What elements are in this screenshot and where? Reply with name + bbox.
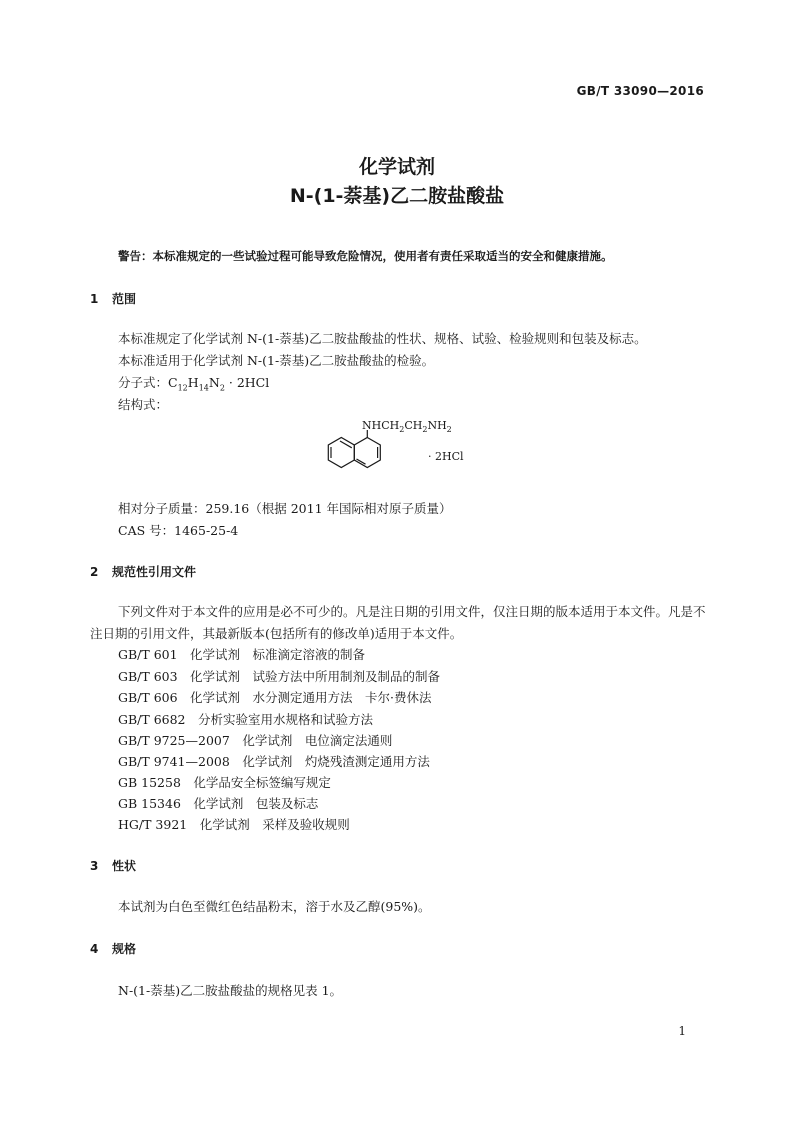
page-number: 1 (678, 1024, 686, 1038)
formula-c-count: 12 (177, 383, 188, 393)
sub-part-1: NHCH (362, 419, 400, 432)
sub-part-1-count: 2 (399, 425, 405, 435)
reference-item: GB/T 606 化学试剂 水分测定通用方法 卡尔·费休法 (118, 690, 432, 705)
section-title: 范围 (112, 292, 137, 306)
formula-c: C (168, 375, 178, 390)
section-4-heading (90, 940, 136, 957)
reference-item: GB/T 9725—2007 化学试剂 电位滴定法通则 (118, 733, 393, 748)
sub-part-2-count: 2 (422, 425, 428, 435)
section-number: 3 (90, 859, 99, 873)
sub-part-2: CH (404, 419, 423, 432)
reference-item: GB 15258 化学品安全标签编写规定 (118, 775, 331, 790)
formula-n: N (208, 375, 220, 390)
sub-part-3: NH (427, 419, 447, 432)
structure-label: 结构式： (118, 397, 169, 412)
section-title: 规格 (112, 942, 137, 956)
cas-number: CAS 号：1465-25-4 (118, 523, 239, 538)
molecular-weight: 相对分子质量：259.16（根据 2011 年国际相对原子质量） (118, 501, 452, 516)
standard-code: GB/T 33090—2016 (576, 84, 704, 98)
section-2-heading (90, 563, 196, 580)
naphthalene-structure (318, 430, 388, 480)
scope-paragraph-1: 本标准规定了化学试剂 N-(1-萘基)乙二胺盐酸盐的性状、规格、试验、检验规则和包装及标志。 (118, 331, 647, 346)
section-title: 性状 (112, 859, 137, 873)
references-intro: 下列文件对于本文件的应用是必不可少的。凡是注日期的引用文件，仅注日期的版本适用于本文件。凡是不注日期的引用文件，其最新版本(包括所有的修改单)适用于本文件。 (90, 604, 706, 641)
doc-title-line1: 化学试剂 (358, 156, 435, 178)
reference-item: GB 15346 化学试剂 包装及标志 (118, 796, 319, 811)
formula-salt: · 2HCl (224, 375, 270, 390)
formula-h: H (187, 375, 199, 390)
section-3-heading (90, 857, 136, 874)
formula-h-count: 14 (198, 383, 209, 393)
section-number: 2 (90, 565, 99, 579)
reference-item: HG/T 3921 化学试剂 采样及验收规则 (118, 817, 350, 832)
section-1-heading (90, 290, 136, 307)
reference-item: GB/T 603 化学试剂 试验方法中所用制剂及制品的制备 (118, 669, 441, 684)
sub-part-3-count: 2 (446, 425, 452, 435)
properties-paragraph: 本试剂为白色至微红色结晶粉末，溶于水及乙醇(95%)。 (118, 899, 431, 914)
scope-paragraph-2: 本标准适用于化学试剂 N-(1-萘基)乙二胺盐酸盐的检验。 (118, 353, 435, 368)
specification-paragraph: N-(1-萘基)乙二胺盐酸盐的规格见表 1。 (118, 983, 343, 998)
section-title: 规范性引用文件 (112, 565, 197, 579)
reference-item: GB/T 601 化学试剂 标准滴定溶液的制备 (118, 647, 366, 662)
section-number: 1 (90, 292, 99, 306)
formula-n-count: 2 (219, 383, 225, 393)
safety-warning: 警告：本标准规定的一些试验过程可能导致危险情况，使用者有责任采取适当的安全和健康措施。 (118, 249, 613, 263)
reference-item: GB/T 9741—2008 化学试剂 灼烧残渣测定通用方法 (118, 754, 430, 769)
reference-item: GB/T 6682 分析实验室用水规格和试验方法 (118, 712, 374, 727)
structure-salt: · 2HCl (428, 450, 464, 463)
section-number: 4 (90, 942, 99, 956)
doc-title-line2: N-(1-萘基)乙二胺盐酸盐 (289, 185, 505, 207)
formula-label: 分子式： (118, 375, 169, 390)
